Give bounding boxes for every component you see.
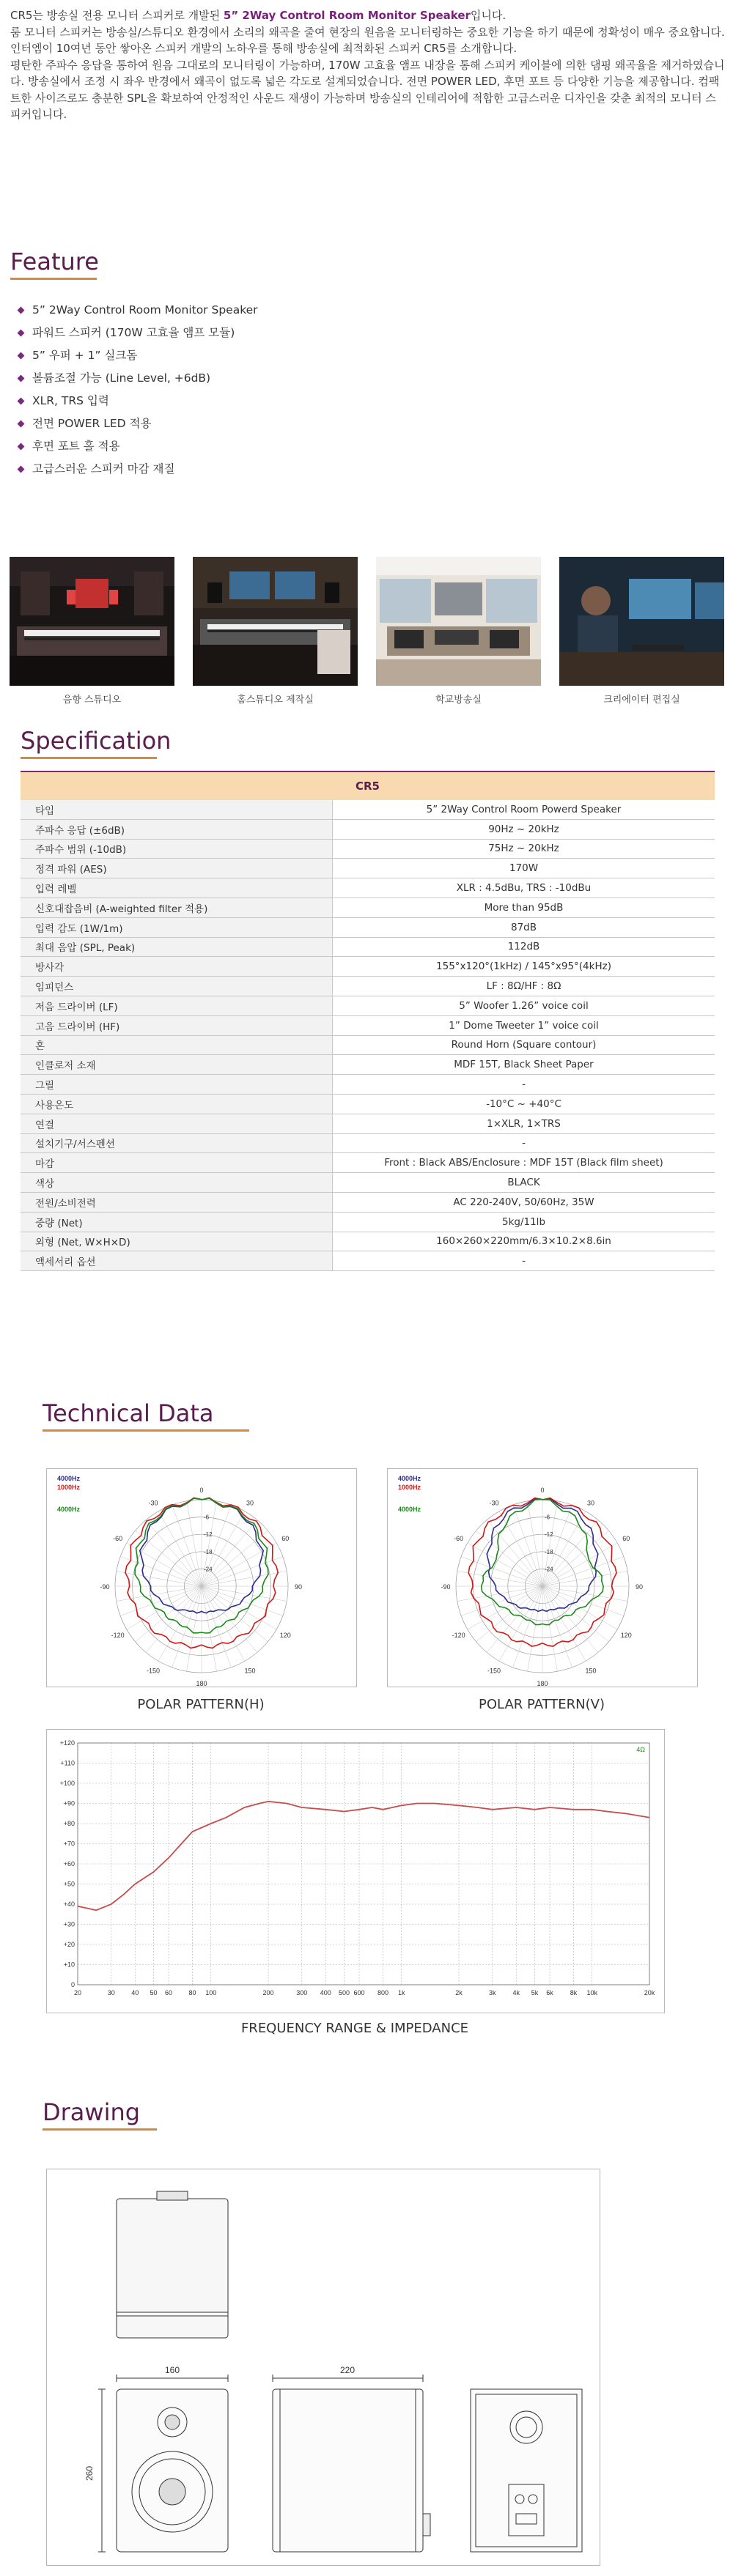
photo-creator-studio (559, 557, 724, 686)
feature-list (16, 299, 258, 481)
feature-item: 후면 포트 홀 적용 (16, 435, 258, 458)
polar-angle-label: 150 (244, 1667, 256, 1675)
freq-y-tick-label: +30 (63, 1920, 75, 1928)
drawing-rear-view (471, 2389, 582, 2552)
freq-x-tick-label: 20k (644, 1989, 655, 1996)
freq-x-tick-label: 50 (150, 1989, 158, 1996)
spec-row (21, 897, 715, 917)
drawing-front-view (98, 2375, 228, 2552)
freq-x-tick-label: 2k (455, 1989, 463, 1996)
feature-item: 고급스러운 스피커 마감 재질 (16, 458, 258, 481)
spec-title: Specification (21, 727, 171, 755)
spec-value: 155°x120°(1kHz) / 145°x95°(4kHz) (333, 957, 715, 977)
dim-depth-label: 220 (339, 2365, 356, 2375)
freq-y-tick-label: +20 (63, 1941, 75, 1948)
spec-row (21, 1055, 715, 1075)
polar-angle-label: 180 (537, 1680, 548, 1687)
spec-key: 설치기구/서스펜션 (21, 1133, 333, 1153)
freq-x-tick-label: 500 (338, 1989, 350, 1996)
polar-angle-label: -60 (454, 1535, 464, 1542)
spec-key: 사용온도 (21, 1094, 333, 1114)
polar-angle-label: 30 (586, 1499, 595, 1507)
spec-key: 임피던스 (21, 977, 333, 996)
spec-row (21, 1015, 715, 1035)
polar-angle-label: -120 (111, 1632, 125, 1639)
polar-angle-label: 60 (281, 1535, 290, 1542)
freq-y-tick-label: +40 (63, 1900, 75, 1908)
spec-row (21, 878, 715, 898)
freq-x-tick-label: 400 (320, 1989, 331, 1996)
photo-recording-studio (10, 557, 174, 686)
drawing-title-underline (43, 2128, 157, 2131)
freq-y-tick-label: +50 (63, 1880, 75, 1888)
spec-key: 입력 레벨 (21, 878, 333, 898)
intro-paragraph-1: CR5는 방송실 전용 모니터 스피커로 개발된 5” 2Way Control Room Monitor Speaker입니다. 룸 모니터 스피커는 방송실/스튜디오 환경에서 소리의 왜곡을 줄여 현장의 원음을 모니터링하는 중요한 기능을 하기 때문에 정확성이 매우 중요합니다. 인터엠이 10여년 동안 쌓아온 스피커 개발의 노하우를 통해 방송실에 최적화된 스피커 CR5를 소개합니다. (10, 9, 725, 55)
spec-key: 연결 (21, 1114, 333, 1133)
spec-row (21, 1114, 715, 1133)
polar-angle-label: 60 (622, 1535, 630, 1542)
polar-angle-label: -90 (100, 1583, 110, 1591)
freq-x-tick-label: 5k (531, 1989, 539, 1996)
spec-value: LF : 8Ω/HF : 8Ω (333, 977, 715, 996)
photo-school-broadcast (376, 557, 541, 686)
polar-angle-label: 120 (620, 1632, 632, 1639)
spec-key: 신호대잡음비 (A-weighted filter 적용) (21, 897, 333, 917)
polar-db-label: -6 (204, 1514, 210, 1521)
spec-row (21, 1075, 715, 1095)
usage-photos (10, 557, 724, 706)
spec-row (21, 1035, 715, 1055)
drawing-title: Drawing (43, 2098, 140, 2126)
freq-response-line (78, 1802, 649, 1911)
freq-x-tick-label: 100 (205, 1989, 217, 1996)
polar-db-label: -6 (545, 1514, 550, 1521)
freq-x-tick-label: 800 (377, 1989, 389, 1996)
intro-paragraph-2: 평탄한 주파수 응답을 통하여 원음 그대로의 모니터링이 가능하며, 170W 고효율 앰프 내장을 통해 스피커 케이블에 의한 댐핑 왜곡율을 제거하였습니다. 방송실에서 조정 시 좌우 반경에서 왜곡이 없도록 넓은 각도로 설계되었습니다. 전면 POWER LED, 후면 포트 등 다양한 기능을 제공합니다. 컴팩트한 사이즈로도 충분한 SPL을 확보하여 안정적인 사운드 재생이 가능하며 방송실의 인테리어에 적합한 고급스러운 디자인을 갖춘 최적의 모니터 스피커입니다. (10, 58, 725, 121)
freq-x-tick-label: 80 (188, 1989, 196, 1996)
polar-angle-label: 0 (540, 1487, 545, 1494)
spec-row (21, 977, 715, 996)
spec-value: 112dB (333, 937, 715, 957)
freq-x-tick-label: 30 (107, 1989, 115, 1996)
freq-x-tick-label: 200 (262, 1989, 274, 1996)
feature-title: Feature (10, 248, 99, 275)
spec-key: 주파수 범위 (-10dB) (21, 839, 333, 859)
polar-legend-item: 4000Hz (398, 1506, 421, 1513)
polar-legend-item: 1000Hz (57, 1484, 81, 1491)
photo-caption: 음향 스튜디오 (62, 695, 122, 706)
freq-y-tick-label: 0 (70, 1981, 75, 1988)
polar-db-label: -18 (545, 1548, 553, 1555)
spec-value: - (333, 1075, 715, 1095)
freq-grid (78, 1743, 649, 1985)
spec-row (21, 1232, 715, 1251)
frequency-chart (46, 1729, 665, 2013)
polar-legend-item: 4000Hz (57, 1475, 81, 1482)
polar-angle-label: -120 (452, 1632, 465, 1639)
freq-corner-label: 4Ω (636, 1746, 645, 1753)
freq-x-tick-label: 3k (489, 1989, 496, 1996)
drawing-top-view (117, 2191, 228, 2338)
polar-legend-item: 4000Hz (398, 1475, 421, 1482)
spec-key: 방사각 (21, 957, 333, 977)
feature-item: 5” 우퍼 + 1” 실크돔 (16, 344, 258, 367)
spec-row (21, 996, 715, 1015)
spec-row (21, 1133, 715, 1153)
technical-title: Technical Data (43, 1399, 214, 1427)
spec-key: 액세서리 옵션 (21, 1251, 333, 1271)
spec-key: 고음 드라이버 (HF) (21, 1015, 333, 1035)
technical-title-underline (43, 1429, 249, 1432)
polar-angle-label: -150 (487, 1667, 501, 1675)
freq-y-tick-label: +110 (60, 1759, 75, 1767)
freq-y-tick-label: +120 (59, 1739, 75, 1747)
spec-row (21, 859, 715, 878)
spec-value: -10°C ~ +40°C (333, 1094, 715, 1114)
polar-angle-label: 180 (196, 1680, 207, 1687)
spec-value: - (333, 1251, 715, 1271)
photo-caption: 크리에이터 편집실 (603, 695, 680, 706)
spec-key: 그릴 (21, 1075, 333, 1095)
spec-value: 1” Dome Tweeter 1” voice coil (333, 1015, 715, 1035)
polar-angle-label: -30 (489, 1499, 499, 1507)
photo-caption: 학교방송실 (435, 695, 482, 706)
freq-x-tick-label: 8k (570, 1989, 578, 1996)
spec-key: 외형 (Net, W×H×D) (21, 1232, 333, 1251)
polar-legend-item: 1000Hz (398, 1484, 421, 1491)
freq-y-tick-label: +100 (59, 1780, 75, 1787)
spec-value: 75Hz ~ 20kHz (333, 839, 715, 859)
freq-x-tick-label: 10k (586, 1989, 597, 1996)
polar-h-caption: POLAR PATTERN(H) (137, 1697, 265, 1712)
spec-value: AC 220-240V, 50/60Hz, 35W (333, 1192, 715, 1212)
polar-angle-label: 120 (279, 1632, 291, 1639)
spec-key: 정격 파워 (AES) (21, 859, 333, 878)
spec-value: 87dB (333, 917, 715, 937)
spec-value: BLACK (333, 1173, 715, 1193)
spec-table (21, 771, 715, 1271)
freq-x-tick-label: 6k (546, 1989, 553, 1996)
feature-item: 파워드 스피커 (170W 고효율 앰프 모듈) (16, 322, 258, 344)
freq-y-tick-label: +10 (63, 1961, 75, 1969)
intro-highlight: 5” 2Way Control Room Monitor Speaker (223, 9, 471, 22)
feature-item: XLR, TRS 입력 (16, 390, 258, 412)
polar-db-label: -24 (204, 1566, 213, 1573)
polar-v-caption: POLAR PATTERN(V) (478, 1697, 605, 1712)
freq-x-tick-label: 20 (73, 1989, 82, 1996)
freq-x-tick-label: 60 (165, 1989, 173, 1996)
spec-key: 혼 (21, 1035, 333, 1055)
polar-angle-label: 30 (246, 1499, 254, 1507)
spec-row (21, 800, 715, 819)
polar-h-chart (46, 1468, 357, 1687)
spec-model-header: CR5 (21, 771, 715, 800)
spec-row (21, 957, 715, 977)
spec-row (21, 937, 715, 957)
polar-angle-label: 150 (585, 1667, 597, 1675)
polar-db-label: -24 (545, 1566, 553, 1573)
spec-row (21, 1212, 715, 1232)
spec-key: 타입 (21, 800, 333, 819)
spec-key: 색상 (21, 1173, 333, 1193)
spec-key: 마감 (21, 1153, 333, 1173)
freq-y-tick-label: +80 (63, 1820, 75, 1827)
polar-db-label: -12 (204, 1531, 213, 1539)
spec-row (21, 917, 715, 937)
polar-v-chart (387, 1468, 698, 1687)
freq-x-tick-label: 600 (353, 1989, 365, 1996)
feature-item: 전면 POWER LED 적용 (16, 412, 258, 435)
spec-value: 170W (333, 859, 715, 878)
freq-y-tick-label: +70 (63, 1840, 75, 1848)
freq-y-tick-label: +90 (63, 1799, 75, 1807)
spec-row (21, 839, 715, 859)
freq-x-tick-label: 40 (131, 1989, 139, 1996)
polar-db-label: -12 (545, 1531, 553, 1539)
spec-value: XLR : 4.5dBu, TRS : -10dBu (333, 878, 715, 898)
feature-item: 볼륨조절 가능 (Line Level, +6dB) (16, 367, 258, 390)
spec-key: 전원/소비전력 (21, 1192, 333, 1212)
polar-angle-label: 90 (294, 1583, 303, 1591)
polar-db-label: -18 (204, 1548, 213, 1555)
drawing-side-view (273, 2375, 430, 2552)
drawing-box (46, 2169, 600, 2566)
polar-angle-label: -150 (146, 1667, 161, 1675)
polar-legend-item: 4000Hz (57, 1506, 81, 1513)
freq-x-tick-label: 1k (397, 1989, 405, 1996)
spec-value: - (333, 1133, 715, 1153)
polar-angle-label: 0 (199, 1487, 204, 1494)
spec-row (21, 1192, 715, 1212)
spec-value: 160×260×220mm/6.3×10.2×8.6in (333, 1232, 715, 1251)
spec-title-underline (21, 757, 157, 759)
spec-value: More than 95dB (333, 897, 715, 917)
spec-value: Round Horn (Square contour) (333, 1035, 715, 1055)
spec-key: 입력 감도 (1W/1m) (21, 917, 333, 937)
spec-value: MDF 15T, Black Sheet Paper (333, 1055, 715, 1075)
photo-caption: 홈스튜디오 제작실 (237, 695, 314, 706)
spec-row (21, 1173, 715, 1193)
polar-angle-label: 90 (635, 1583, 644, 1591)
spec-row (21, 1153, 715, 1173)
spec-value: Front : Black ABS/Enclosure : MDF 15T (Black film sheet) (333, 1153, 715, 1173)
spec-key: 최대 음압 (SPL, Peak) (21, 937, 333, 957)
spec-value: 1×XLR, 1×TRS (333, 1114, 715, 1133)
spec-value: 5” 2Way Control Room Powerd Speaker (333, 800, 715, 819)
spec-key: 저음 드라이버 (LF) (21, 996, 333, 1015)
spec-key: 인클로저 소재 (21, 1055, 333, 1075)
freq-x-tick-label: 4k (512, 1989, 520, 1996)
spec-key: 중량 (Net) (21, 1212, 333, 1232)
polar-angle-label: -60 (113, 1535, 123, 1542)
dim-height-label: 260 (84, 2465, 95, 2481)
feature-item: 5” 2Way Control Room Monitor Speaker (16, 299, 258, 322)
photo-home-studio (193, 557, 358, 686)
dim-width-label: 160 (164, 2365, 180, 2375)
spec-row (21, 819, 715, 839)
spec-row (21, 1094, 715, 1114)
freq-x-tick-label: 300 (296, 1989, 308, 1996)
spec-value: 90Hz ~ 20kHz (333, 819, 715, 839)
intro-text (10, 7, 725, 123)
spec-value: 5kg/11lb (333, 1212, 715, 1232)
spec-row (21, 1251, 715, 1271)
freq-y-tick-label: +60 (63, 1860, 75, 1868)
spec-key: 주파수 응답 (±6dB) (21, 819, 333, 839)
feature-title-underline (10, 278, 97, 280)
spec-value: 5” Woofer 1.26” voice coil (333, 996, 715, 1015)
polar-angle-label: -30 (148, 1499, 158, 1507)
frequency-caption: FREQUENCY RANGE & IMPEDANCE (240, 2021, 469, 2036)
polar-angle-label: -90 (441, 1583, 451, 1591)
